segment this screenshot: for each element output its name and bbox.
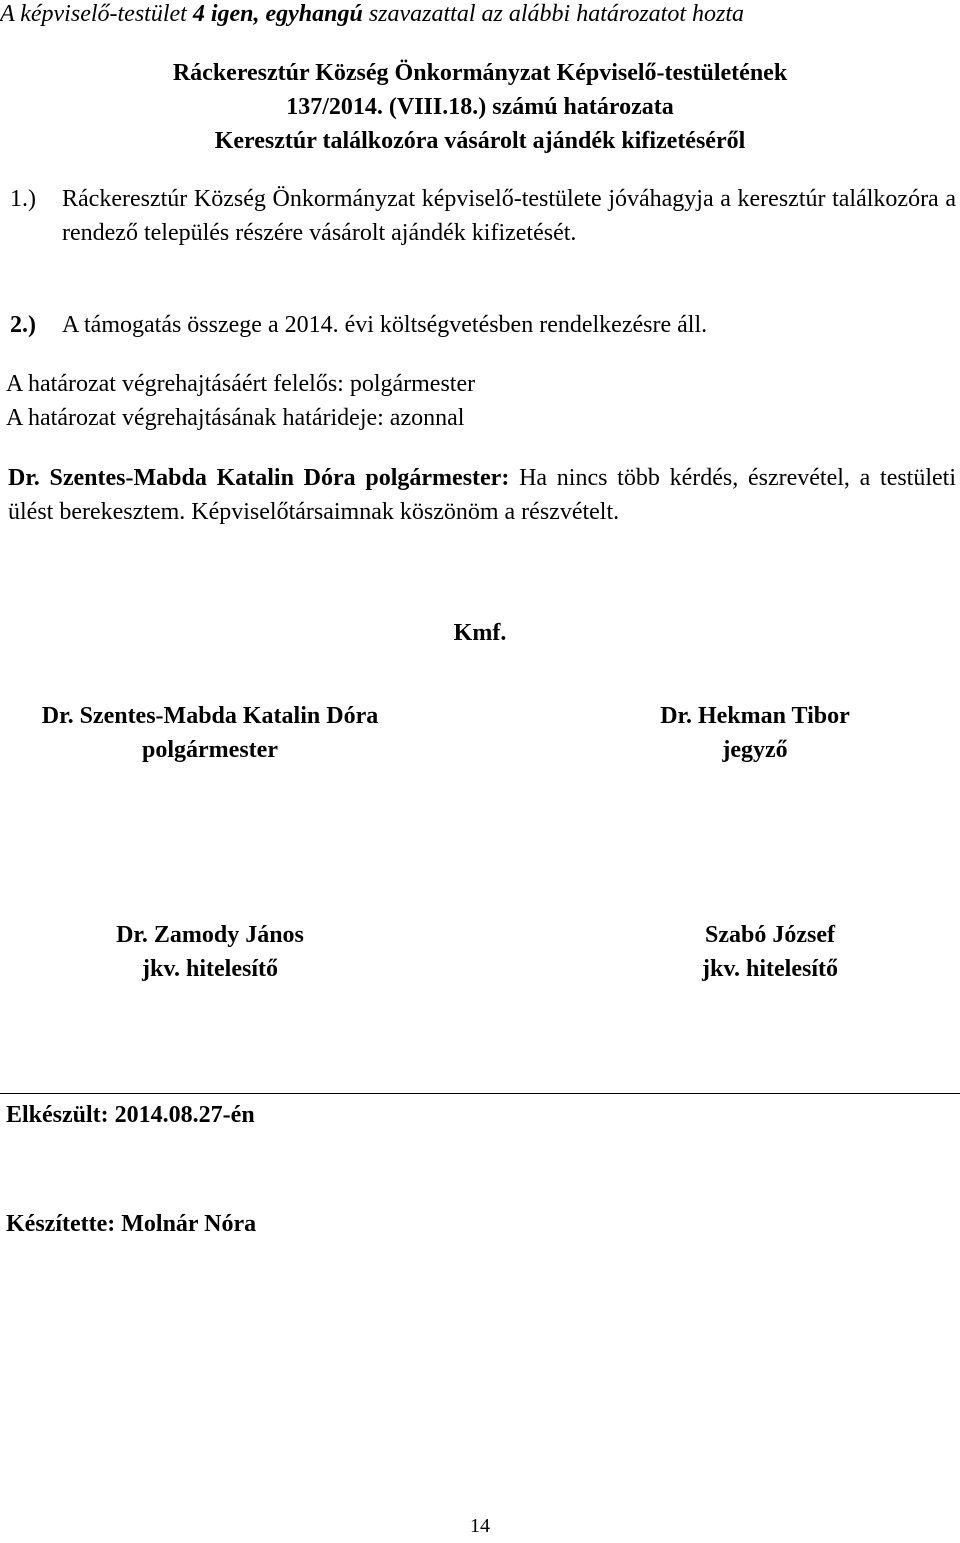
resolution-body-name: Ráckeresztúr Község Önkormányzat Képviselő-testületének <box>172 60 788 86</box>
signature-name: Dr. Hekman Tibor <box>660 703 850 729</box>
item-text: Ráckeresztúr Község Önkormányzat képviselő-testülete jóváhagyja a keresztúr találkozóra a rendező település részére vásárolt ajándék kifizetését. <box>62 186 956 246</box>
item-number: 2.) <box>10 312 36 338</box>
resolution-heading <box>0 56 960 158</box>
resolution-item-2 <box>10 308 956 342</box>
resolution-item-1 <box>10 182 956 250</box>
signature-name: Dr. Zamody János <box>116 922 304 948</box>
resolution-number: 137/2014. (VIII.18.) számú határozata <box>286 94 674 120</box>
intro-sentence <box>0 0 960 31</box>
horizontal-rule <box>0 1093 960 1094</box>
closing-remarks <box>8 461 956 529</box>
signature-authenticator-2 <box>570 918 960 986</box>
signature-authenticator-1 <box>0 918 420 986</box>
signature-title: jkv. hitelesítő <box>142 956 278 982</box>
intro-before: A képviselő-testület <box>0 1 193 27</box>
signature-notary <box>565 699 945 767</box>
item-text: A támogatás összege a 2014. évi költségvetésben rendelkezésre áll. <box>62 312 708 338</box>
kmf-label: Kmf. <box>453 620 507 646</box>
signature-name: Dr. Szentes-Mabda Katalin Dóra <box>41 703 379 729</box>
signature-title: polgármester <box>142 737 278 763</box>
closing-speaker: Dr. Szentes-Mabda Katalin Dóra polgármester: <box>8 465 510 491</box>
intro-after: szavazattal az alábbi határozatot hozta <box>362 1 744 27</box>
signature-title: jegyző <box>722 737 788 763</box>
closing-text: Ha nincs több kérdés, észrevétel, a testületi ülést berekesztem. Képviselőtársaimnak köszönöm a részvételt. <box>8 465 957 525</box>
signature-name: Szabó József <box>705 922 835 948</box>
signature-mayor <box>0 699 420 767</box>
responsible-line: A határozat végrehajtásáért felelős: polgármester <box>6 371 476 397</box>
intro-votes: 4 igen, egyhangú <box>192 1 363 27</box>
deadline-line: A határozat végrehajtásának határideje: azonnal <box>6 405 465 431</box>
item-number: 1.) <box>10 186 36 212</box>
signature-title: jkv. hitelesítő <box>702 956 838 982</box>
page-number: 14 <box>470 1515 490 1537</box>
prepared-by: Készítette: Molnár Nóra <box>6 1211 257 1237</box>
prepared-date: Elkészült: 2014.08.27-én <box>6 1102 255 1128</box>
resolution-title: Keresztúr találkozóra vásárolt ajándék kifizetéséről <box>214 128 746 154</box>
